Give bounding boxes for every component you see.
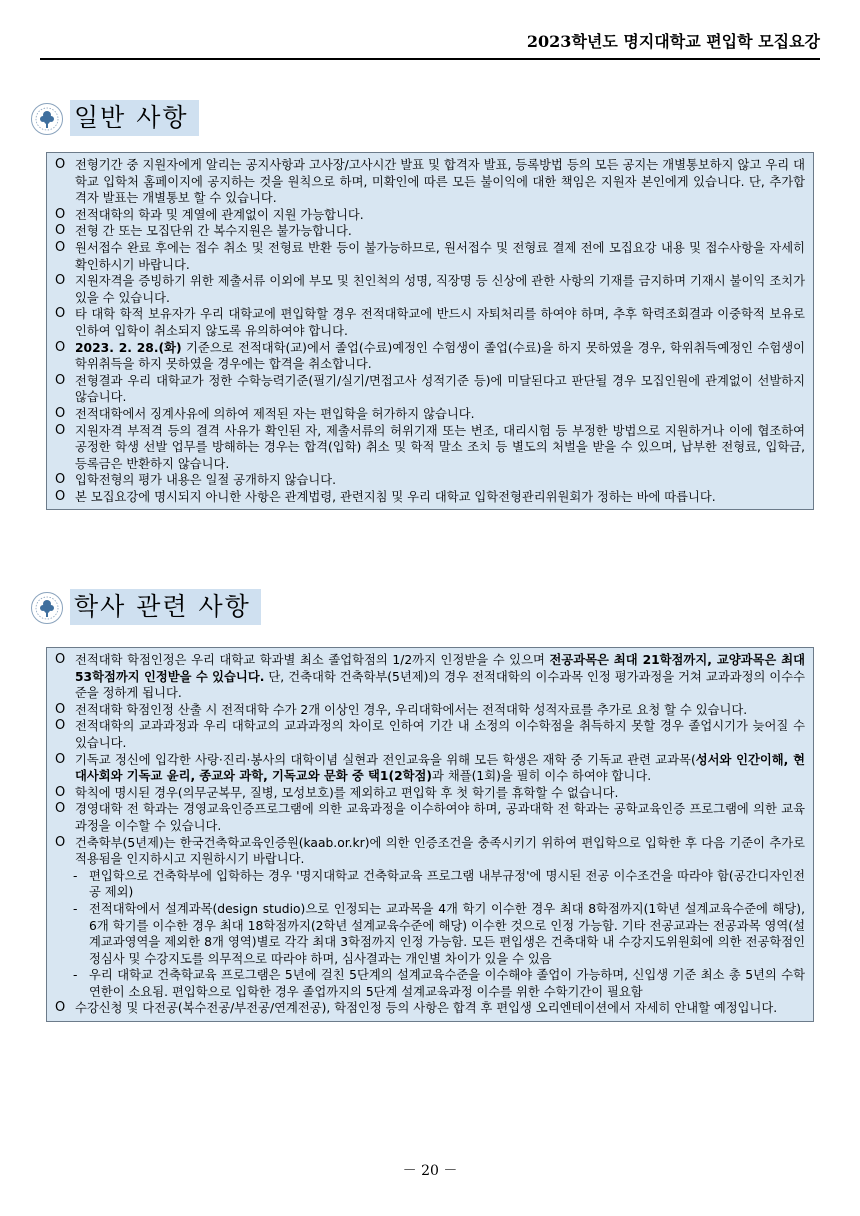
bullet-mark: O (55, 701, 66, 717)
section-title: 일반 사항 (70, 100, 199, 136)
sub-list-item: - 편입학으로 건축학부에 입학하는 경우 '명지대학교 건축학교육 프로그램 내부규정'에 명시된 전공 이수조건을 따라야 함(공간디자인전공 제외) (73, 868, 805, 900)
page-header (40, 28, 820, 60)
list-item: O 본 모집요강에 명시되지 아니한 사항은 관계법령, 관련지침 및 우리 대학교 입학전형관리위원회가 정하는 바에 따릅니다. (55, 488, 716, 504)
list-item: O 전형기간 중 지원자에게 알리는 공지사항과 고사장/고사시간 발표 및 합격자 발표, 등록방법 등의 모든 공지는 개별통보하지 않고 우리 대학교 입학처 홈페이지에 공지하는 것을 원칙으로 하며, 미확인에 따른 모든 불이익에 대한 책임은 지원자 본인에게 있습니다. 단, 추가합격자 발표는 개별통보 할 수 있습니다. (55, 157, 805, 206)
bullet-mark: O (55, 801, 66, 817)
list-item: O 전적대학 학점인정 산출 시 전적대학 수가 2개 이상인 경우, 우리대학에서는 전적대학 성적자료를 추가로 요청 할 수 있습니다. (55, 701, 748, 717)
list-item: O 기독교 정신에 입각한 사랑·진리·봉사의 대학이념 실현과 전인교육을 위해 모든 학생은 재학 중 기독교 관련 교과목(성서와 인간이해, 현대사회와 기독교 윤리, 종교와 과학, 기독교와 문화 중 택1(2학점)과 채플(1회)을 필히 이수 하여야 합니다. (55, 751, 806, 784)
page-number: － 20 － (402, 1163, 458, 1179)
bullet-mark: O (55, 223, 66, 239)
bullet-mark: O (55, 239, 66, 255)
bullet-mark: O (55, 306, 66, 322)
bullet-mark: O (55, 206, 66, 222)
university-emblem-icon (30, 102, 64, 136)
list-item: O 학칙에 명시된 경우(의무군복무, 질병, 모성보호)를 제외하고 편입학 후 첫 학기를 휴학할 수 없습니다. (55, 784, 619, 800)
sub-list-item: - 전적대학에서 설계과목(design studio)으로 인정되는 교과목을 4개 학기 이수한 경우 최대 8학점까지(1학년 설계교육수준에 해당), 6개 학기를 이수한 경우 최대 18학점까지(2학년 설계교육수준에 해당) 이수한 것으로 인정 가능함. 기타 전공교과는 전공과목 영역(설계교과영역을 제외한 8개 영역)별로 각각 최대 3학점까지 인정 가능함. 모든 편입생은 건축대학 내 수강지도위원회에 의한 전공학점인정심사 및 수강지도를 의무적으로 따라야 하며, 심사결과는 개인별 차이가 있을 수 있음 (73, 901, 805, 966)
section-title: 학사 관련 사항 (70, 589, 261, 625)
list-item: O 전적대학의 학과 및 계열에 관계없이 지원 가능합니다. (55, 206, 364, 222)
bullet-mark: O (55, 1000, 66, 1016)
bullet-mark: O (55, 157, 66, 172)
bullet-mark: O (55, 422, 66, 438)
academic-notes-box (46, 647, 814, 1022)
list-item: O 전적대학에서 징계사유에 의하여 제적된 자는 편입학을 허가하지 않습니다. (55, 405, 475, 421)
list-item: O 건축학부(5년제)는 한국건축학교육인증원(kaab.or.kr)에 의한 인증조건을 충족시키기 위하여 편입학으로 입학한 후 다음 기준이 추가로 적용됨을 인지하시고 지원하시기 바랍니다. (55, 834, 805, 867)
list-item: O 전적대학 학점인정은 우리 대학교 학과별 최소 졸업학점의 1/2까지 인정받을 수 있으며 전공과목은 최대 21학점까지, 교양과목은 최대 53학점까지 인정받을 수 있습니다. 단, 건축대학 건축학부(5년제)의 경우 전적대학의 이수과목 인정 평가과정을 거쳐 교과과정의 이수수준을 정하게 됩니다. (55, 652, 805, 701)
bullet-mark: O (55, 339, 66, 355)
bullet-mark: O (55, 652, 66, 667)
bullet-mark: O (55, 718, 66, 734)
list-item: O 2023. 2. 28.(화) 기준으로 전적대학(교)에서 졸업(수료)예정인 수험생이 졸업(수료)을 하지 못하였을 경우, 학위취득예정인 수험생이 학위취득을 하지 못하였을 경우에는 합격을 취소합니다. (55, 339, 805, 372)
list-item: O 경영대학 전 학과는 경영교육인증프로그램에 의한 교육과정을 이수하여야 하며, 공과대학 전 학과는 공학교육인증 프로그램에 의한 교육과정을 이수할 수 있습니다. (55, 801, 805, 833)
list-item: O 전적대학의 교과과정과 우리 대학교의 교과과정의 차이로 인하여 기간 내 소정의 이수학점을 취득하지 못할 경우 졸업시기가 늦어질 수 있습니다. (55, 718, 805, 750)
general-notes-box (46, 152, 814, 510)
list-item: O 입학전형의 평가 내용은 일절 공개하지 않습니다. (55, 472, 337, 488)
list-item: O 원서접수 완료 후에는 접수 취소 및 전형료 반환 등이 불가능하므로, 원서접수 및 전형료 결제 전에 모집요강 내용 및 접수사항을 자세히 확인하시기 바랍니다. (55, 239, 805, 272)
list-item: O 타 대학 학적 보유자가 우리 대학교에 편입학할 경우 전적대학교에 반드시 자퇴처리를 하여야 하며, 추후 학력조회결과 이중학적 보유로 인하여 입학이 취소되지 않도록 유의하여야 합니다. (55, 306, 805, 338)
university-emblem-icon (30, 591, 64, 625)
list-item: O 지원자격을 증빙하기 위한 제출서류 이외에 부모 및 친인척의 성명, 직장명 등 신상에 관한 사항의 기재를 금지하며 기재시 불이익 조치가 있을 수 있습니다. (55, 273, 805, 305)
dash-mark: - (73, 901, 78, 916)
bullet-mark: O (55, 273, 66, 289)
list-item: O 전형결과 우리 대학교가 정한 수학능력기준(필기/실기/면접고사 성적기준 등)에 미달된다고 판단될 경우 모집인원에 관계없이 선발하지 않습니다. (55, 372, 805, 405)
list-item: O 전형 간 또는 모집단위 간 복수지원은 불가능합니다. (55, 223, 352, 239)
bullet-mark: O (55, 405, 66, 421)
list-item: O 수강신청 및 다전공(복수전공/부전공/연계전공), 학점인정 등의 사항은 합격 후 편입생 오리엔테이션에서 자세히 안내할 예정입니다. (55, 1000, 778, 1016)
bullet-mark: O (55, 472, 66, 488)
header-title: 2023학년도 명지대학교 편입학 모집요강 (526, 32, 820, 51)
bullet-mark: O (55, 488, 66, 504)
sub-list-item: - 우리 대학교 건축학교육 프로그램은 5년에 걸친 5단계의 설계교육수준을 이수해야 졸업이 가능하며, 신입생 기준 최소 총 5년의 수학연한이 소요됨. 편입학으로 입학한 경우 졸업까지의 5단계 설계교육과정 이수를 위한 수학기간이 필요함 (73, 968, 805, 999)
dash-mark: - (73, 868, 78, 883)
bullet-mark: O (55, 784, 66, 800)
bullet-mark: O (55, 372, 66, 388)
bullet-mark: O (55, 834, 66, 850)
list-item: O 지원자격 부적격 등의 결격 사유가 확인된 자, 제출서류의 허위기재 또는 변조, 대리시험 등 부정한 방법으로 지원하거나 이에 협조하여 공정한 학생 선발 업무를 방해하는 경우는 합격(입학) 취소 및 학적 말소 조치 등 별도의 처벌을 받을 수 있으며, 납부한 전형료, 입학금, 등록금은 반환하지 않습니다. (55, 422, 805, 471)
dash-mark: - (73, 968, 78, 983)
bullet-mark: O (55, 751, 66, 767)
